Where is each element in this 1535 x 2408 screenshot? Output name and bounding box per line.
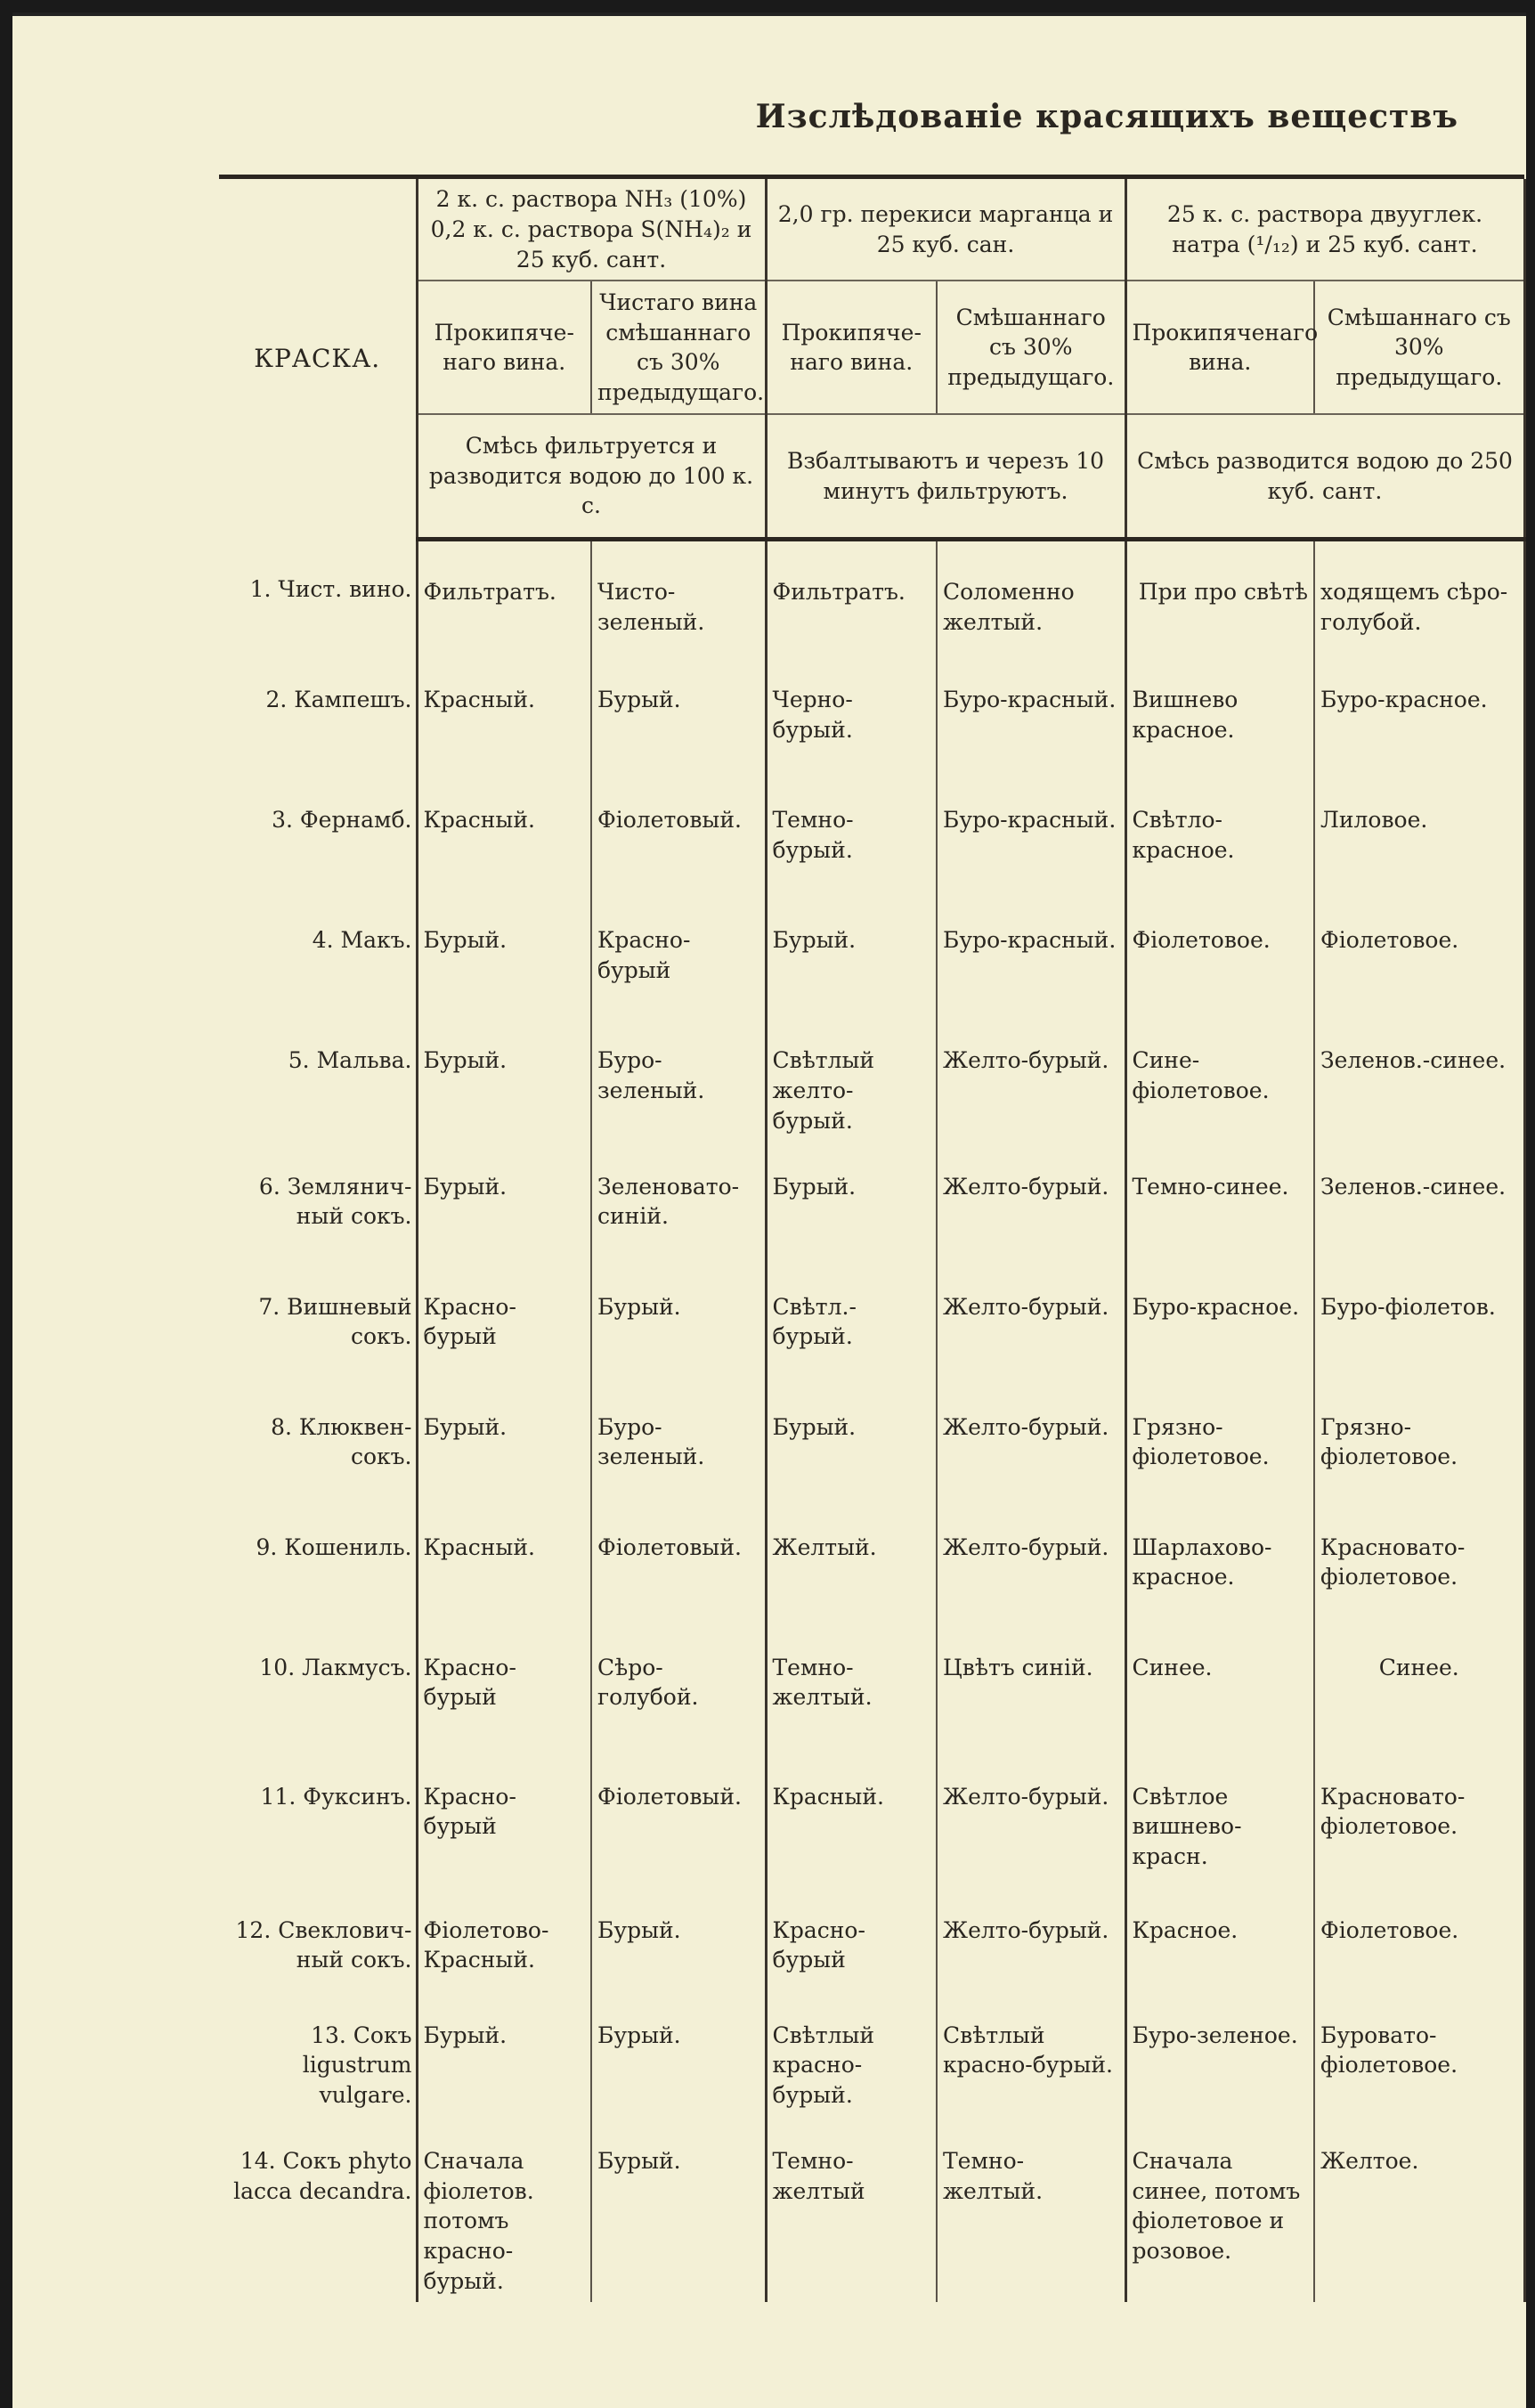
cell-g2-mixed: Цвѣтъ синій. [937, 1623, 1125, 1752]
table-row [219, 1885, 1524, 1990]
cell-g3-boiled: Фіолетовое. [1125, 895, 1314, 1015]
g1-boiled-header: Прокипяче-наго вина. [417, 281, 591, 414]
cell-g3-mixed: Буро-фіолетов. [1314, 1262, 1524, 1382]
table-row [219, 1015, 1524, 1141]
cell-g2-mixed: Желто-бурый. [937, 1262, 1125, 1382]
cell-g1-mixed: Сѣро-голубой. [591, 1623, 766, 1752]
row-paint-name: 1. Чист. вино. [249, 576, 412, 603]
cell-g1-boiled: Красно-бурый [417, 1623, 591, 1752]
row-paint-name: 13. Сокъ ligustrum vulgare. [302, 2022, 412, 2108]
cell-g1-boiled: Красно-бурый [417, 1752, 591, 1885]
g1-mixed-header: Чистаго вина смѣшаннаго съ 30% предыдущаго. [591, 281, 766, 414]
cell-g3-boiled: Буро-красное. [1125, 1262, 1314, 1382]
g1-note: Смѣсь фильтруется и разводится водою до 100 к. с. [417, 414, 766, 539]
cell-g3-boiled: Грязно-фіолетовое. [1125, 1382, 1314, 1502]
row-paint-name: 2. Кампешъ. [265, 687, 412, 713]
row-paint-name: 11. Фуксинъ. [260, 1783, 412, 1810]
g3-mixed-header: Смѣшаннаго съ 30% предыдущаго. [1314, 281, 1524, 414]
cell-g3-boiled: Свѣтлое вишнево-красн. [1125, 1752, 1314, 1885]
cell-g2-mixed: Соломенно желтый. [937, 539, 1125, 655]
cell-g2-boiled: Свѣтлый красно-бурый. [766, 1990, 937, 2116]
cell-g3-boiled: Буро-зеленое. [1125, 1990, 1314, 2116]
cell-g3-mixed: Буро-красное. [1314, 655, 1524, 775]
dye-table [219, 175, 1526, 2302]
row-paint-name: 6. Землянич-ный сокъ. [258, 1173, 412, 1230]
row-paint-name: 5. Мальва. [288, 1047, 412, 1074]
cell-g2-boiled: Бурый. [766, 895, 937, 1015]
table-row [219, 655, 1524, 775]
row-paint-name: 14. Сокъ phyto lacca decandra. [233, 2147, 412, 2204]
cell-g2-boiled: Желтый. [766, 1502, 937, 1623]
cell-g1-mixed: Буро-зеленый. [591, 1015, 766, 1141]
table-row [219, 1623, 1524, 1752]
table-row [219, 895, 1524, 1015]
cell-g1-mixed: Бурый. [591, 2116, 766, 2302]
cell-g1-boiled: Фіолетово-Красный. [417, 1885, 591, 1990]
table-row [219, 2116, 1524, 2302]
row-paint-name: 9. Кошениль. [256, 1533, 412, 1560]
cell-g1-boiled: Фильтратъ. [417, 539, 591, 655]
cell-g2-boiled: Красный. [766, 1752, 937, 1885]
table-row [219, 1990, 1524, 2116]
cell-g2-mixed: Желто-бурый. [937, 1015, 1125, 1141]
cell-g2-boiled: Фильтратъ. [766, 539, 937, 655]
cell-g3-boiled: Свѣтло-красное. [1125, 775, 1314, 895]
cell-g1-boiled: Красный. [417, 1502, 591, 1623]
cell-g2-mixed: Буро-красный. [937, 895, 1125, 1015]
table-row [219, 539, 1524, 655]
cell-g1-boiled: Бурый. [417, 895, 591, 1015]
cell-g1-boiled: Сначала фіолетов. потомъ красно-бурый. [417, 2116, 591, 2302]
cell-g2-boiled: Красно-бурый [766, 1885, 937, 1990]
g2-mixed-header: Смѣшаннаго съ 30% предыдущаго. [937, 281, 1125, 414]
cell-g1-mixed: Зеленовато-синій. [591, 1142, 766, 1262]
table-row [219, 1262, 1524, 1382]
page-header: Изслѣдованіе красящихъ веществъ [755, 98, 1458, 135]
cell-g2-boiled: Темно-желтый [766, 2116, 937, 2302]
cell-g2-mixed: Желто-бурый. [937, 1752, 1125, 1885]
g2-note: Взбалтываютъ и черезъ 10 минутъ фильтруютъ. [766, 414, 1125, 539]
cell-g1-boiled: Красно-бурый [417, 1262, 591, 1382]
row-paint-name: 4. Макъ. [312, 927, 412, 954]
cell-g1-mixed: Красно-бурый [591, 895, 766, 1015]
table-row [219, 1502, 1524, 1623]
g3-note: Смѣсь разводится водою до 250 куб. сант. [1125, 414, 1524, 539]
cell-g3-boiled: Темно-синее. [1125, 1142, 1314, 1262]
cell-g3-mixed: Фіолетовое. [1314, 895, 1524, 1015]
group2-header: 2,0 гр. перекиси марганца и 25 куб. сан. [766, 179, 1125, 281]
cell-g2-mixed: Буро-красный. [937, 775, 1125, 895]
cell-g3-boiled: Сначала синее, потомъ фіолетовое и розовое. [1125, 2116, 1314, 2302]
cell-g3-mixed: ходящемъ сѣро-голубой. [1314, 539, 1524, 655]
cell-g2-boiled: Темно-желтый. [766, 1623, 937, 1752]
cell-g1-mixed: Чисто-зеленый. [591, 539, 766, 655]
book-page [12, 12, 1526, 2408]
paint-column-header: КРАСКА. [254, 344, 381, 374]
cell-g1-boiled: Красный. [417, 775, 591, 895]
cell-g3-boiled: Вишнево красное. [1125, 655, 1314, 775]
group1-header: 2 к. с. раствора NH₃ (10%) 0,2 к. с. раствора S(NH₄)₂ и 25 куб. сант. [417, 179, 766, 281]
cell-g2-boiled: Бурый. [766, 1142, 937, 1262]
table-row [219, 1142, 1524, 1262]
cell-g1-boiled: Бурый. [417, 1990, 591, 2116]
cell-g3-mixed: Красновато-фіолетовое. [1314, 1502, 1524, 1623]
cell-g3-mixed: Зеленов.-синее. [1314, 1142, 1524, 1262]
cell-g2-boiled: Свѣтл.-бурый. [766, 1262, 937, 1382]
cell-g1-mixed: Буро-зеленый. [591, 1382, 766, 1502]
cell-g2-mixed: Желто-бурый. [937, 1502, 1125, 1623]
cell-g1-mixed: Фіолетовый. [591, 1752, 766, 1885]
cell-g3-mixed: Синее. [1314, 1623, 1524, 1752]
cell-g3-mixed: Буровато-фіолетовое. [1314, 1990, 1524, 2116]
group3-header: 25 к. с. раствора двууглек. натра (¹/₁₂) и 25 куб. сант. [1125, 179, 1524, 281]
cell-g2-boiled: Черно-бурый. [766, 655, 937, 775]
cell-g1-mixed: Фіолетовый. [591, 1502, 766, 1623]
row-paint-name: 8. Клюквен-сокъ. [271, 1413, 412, 1470]
cell-g3-mixed: Фіолетовое. [1314, 1885, 1524, 1990]
cell-g1-mixed: Фіолетовый. [591, 775, 766, 895]
row-paint-name: 10. Лакмусъ. [259, 1654, 412, 1680]
row-paint-name: 12. Свеклович-ный сокъ. [235, 1916, 412, 1973]
row-paint-name: 3. Фернамб. [272, 807, 412, 834]
cell-g2-mixed: Желто-бурый. [937, 1142, 1125, 1262]
cell-g3-boiled: Шарлахово-красное. [1125, 1502, 1314, 1623]
g2-boiled-header: Прокипяче-наго вина. [766, 281, 937, 414]
cell-g3-mixed: Грязно-фіолетовое. [1314, 1382, 1524, 1502]
table-row [219, 1752, 1524, 1885]
cell-g1-boiled: Бурый. [417, 1382, 591, 1502]
cell-g2-mixed: Буро-красный. [937, 655, 1125, 775]
g3-boiled-header: Прокипяченаго вина. [1125, 281, 1314, 414]
cell-g2-boiled: Бурый. [766, 1382, 937, 1502]
cell-g1-mixed: Бурый. [591, 655, 766, 775]
cell-g2-boiled: Темно-бурый. [766, 775, 937, 895]
row-paint-name: 7. Вишневый сокъ. [258, 1293, 412, 1350]
cell-g3-mixed: Лиловое. [1314, 775, 1524, 895]
cell-g3-mixed: Красновато-фіолетовое. [1314, 1752, 1524, 1885]
cell-g1-boiled: Бурый. [417, 1015, 591, 1141]
table-row [219, 1382, 1524, 1502]
cell-g3-mixed: Зеленов.-синее. [1314, 1015, 1524, 1141]
cell-g1-mixed: Бурый. [591, 1262, 766, 1382]
cell-g2-mixed: Желто-бурый. [937, 1382, 1125, 1502]
cell-g3-boiled: Сине-фіолетовое. [1125, 1015, 1314, 1141]
cell-g2-mixed: Темно-желтый. [937, 2116, 1125, 2302]
cell-g2-mixed: Свѣтлый красно-бурый. [937, 1990, 1125, 2116]
cell-g3-boiled: Синее. [1125, 1623, 1314, 1752]
cell-g1-boiled: Бурый. [417, 1142, 591, 1262]
cell-g1-boiled: Красный. [417, 655, 591, 775]
table-row [219, 775, 1524, 895]
cell-g1-mixed: Бурый. [591, 1990, 766, 2116]
cell-g1-mixed: Бурый. [591, 1885, 766, 1990]
cell-g3-boiled: При про свѣтѣ [1125, 539, 1314, 655]
cell-g2-boiled: Свѣтлый желто-бурый. [766, 1015, 937, 1141]
cell-g3-boiled: Красное. [1125, 1885, 1314, 1990]
cell-g3-mixed: Желтое. [1314, 2116, 1524, 2302]
cell-g2-mixed: Желто-бурый. [937, 1885, 1125, 1990]
